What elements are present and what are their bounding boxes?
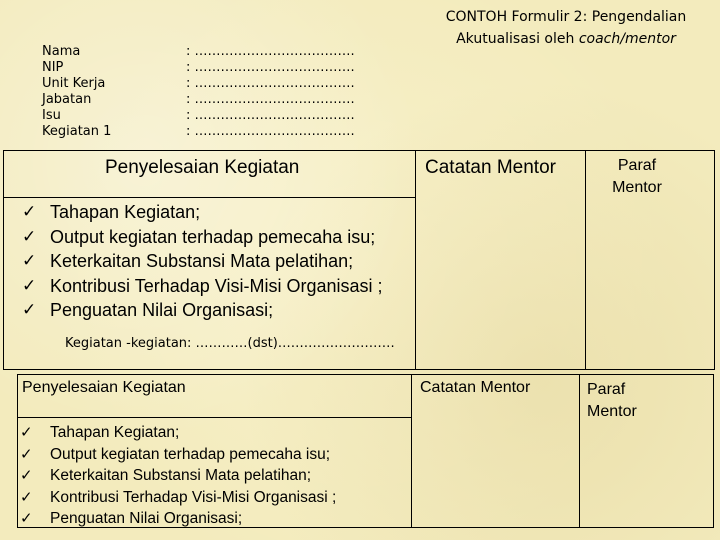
identity-value-nip: : ………………………………. bbox=[186, 60, 355, 75]
list-item bbox=[20, 444, 400, 466]
checkmark-icon: ✓ bbox=[20, 424, 33, 441]
table1-header-paraf: Paraf bbox=[617, 157, 657, 174]
list-item bbox=[20, 465, 400, 487]
checkmark-icon: ✓ bbox=[22, 226, 37, 246]
table1-checklist bbox=[22, 200, 402, 323]
table2-border-right bbox=[713, 374, 714, 528]
table2-header-catatan-mentor: Catatan Mentor bbox=[420, 379, 531, 396]
table2-header-paraf-mentor bbox=[587, 379, 667, 423]
table2-border-left bbox=[17, 374, 18, 528]
list-item bbox=[20, 487, 400, 509]
checkmark-icon: ✓ bbox=[22, 202, 37, 221]
table1-border-right bbox=[714, 150, 715, 370]
form-title bbox=[420, 6, 712, 50]
list-item bbox=[20, 508, 400, 530]
checkmark-icon: ✓ bbox=[22, 300, 37, 319]
checkmark-icon: ✓ bbox=[20, 510, 33, 527]
table1-header-penyelesaian: Penyelesaian Kegiatan bbox=[105, 157, 300, 178]
list-item bbox=[22, 200, 402, 225]
identity-label-nip: NIP bbox=[42, 60, 64, 75]
list-item-text: Penguatan Nilai Organisasi; bbox=[50, 300, 274, 320]
table1-header-paraf-mentor bbox=[598, 155, 676, 199]
form-title-line1: CONTOH Formulir 2: Pengendalian bbox=[445, 9, 687, 25]
table1-header-mentor: Mentor bbox=[612, 179, 662, 196]
list-item-text: Kontribusi Terhadap Visi-Misi Organisasi ; bbox=[50, 275, 383, 296]
checkmark-icon: ✓ bbox=[22, 251, 37, 270]
checkmark-icon: ✓ bbox=[20, 488, 33, 506]
table1-border-bottom bbox=[3, 369, 715, 370]
list-item-text: Keterkaitan Substansi Mata pelatihan; bbox=[50, 467, 312, 484]
table2-divider-col1 bbox=[411, 374, 412, 528]
identity-value-unit-kerja: : ………………………………. bbox=[186, 76, 355, 91]
table2-divider-col2 bbox=[579, 374, 580, 528]
table2-header-mentor: Mentor bbox=[587, 403, 637, 420]
checkmark-icon: ✓ bbox=[22, 275, 37, 295]
list-item-text: Tahapan Kegiatan; bbox=[50, 202, 201, 222]
table2-border-top bbox=[17, 374, 714, 375]
identity-label-unit-kerja: Unit Kerja bbox=[42, 76, 106, 91]
list-item-text: Tahapan Kegiatan; bbox=[50, 424, 180, 441]
identity-value-isu: : ………………………………. bbox=[186, 108, 355, 123]
list-item-text: Output kegiatan terhadap pemecaha isu; bbox=[50, 445, 331, 463]
table2-header-paraf: Paraf bbox=[587, 381, 626, 398]
form-title-line2-prefix: Akutualisasi oleh bbox=[456, 31, 579, 47]
table1-border-left bbox=[3, 150, 4, 370]
identity-label-jabatan: Jabatan bbox=[42, 92, 92, 107]
table1-divider-col2 bbox=[585, 150, 586, 370]
table2-checklist bbox=[20, 422, 400, 530]
list-item-text: Kontribusi Terhadap Visi-Misi Organisasi ; bbox=[50, 488, 337, 506]
identity-values bbox=[186, 44, 355, 140]
identity-value-jabatan: : ………………………………. bbox=[186, 92, 355, 107]
table2-header-penyelesaian: Penyelesaian Kegiatan bbox=[22, 379, 186, 396]
kegiatan-overlay-text: Kegiatan -kegiatan: …………(dst)……………………… bbox=[65, 336, 395, 351]
table2-header-divider-left bbox=[17, 417, 411, 418]
form-title-line2-italic: coach/mentor bbox=[578, 31, 676, 47]
identity-label-isu: Isu bbox=[42, 108, 61, 123]
list-item-text: Penguatan Nilai Organisasi; bbox=[50, 510, 243, 527]
identity-labels bbox=[42, 44, 111, 140]
list-item bbox=[22, 298, 402, 323]
table1-border-top bbox=[3, 150, 715, 151]
identity-label-kegiatan-1: Kegiatan 1 bbox=[42, 124, 112, 139]
table1-header-catatan-mentor: Catatan Mentor bbox=[425, 157, 556, 178]
identity-value-nama: : ………………………………. bbox=[186, 44, 355, 59]
checkmark-icon: ✓ bbox=[20, 467, 33, 484]
table1-header-divider-left bbox=[3, 197, 415, 198]
list-item bbox=[20, 422, 400, 444]
list-item-text: Output kegiatan terhadap pemecaha isu; bbox=[50, 226, 376, 247]
identity-label-nama: Nama bbox=[42, 44, 81, 59]
list-item bbox=[22, 274, 402, 299]
identity-value-kegiatan-1: : ………………………………. bbox=[186, 124, 355, 139]
list-item bbox=[22, 249, 402, 274]
list-item-text: Keterkaitan Substansi Mata pelatihan; bbox=[50, 251, 354, 271]
checkmark-icon: ✓ bbox=[20, 445, 33, 463]
table1-divider-col1 bbox=[415, 150, 416, 370]
form-title-line2 bbox=[420, 28, 712, 50]
list-item bbox=[22, 225, 402, 250]
